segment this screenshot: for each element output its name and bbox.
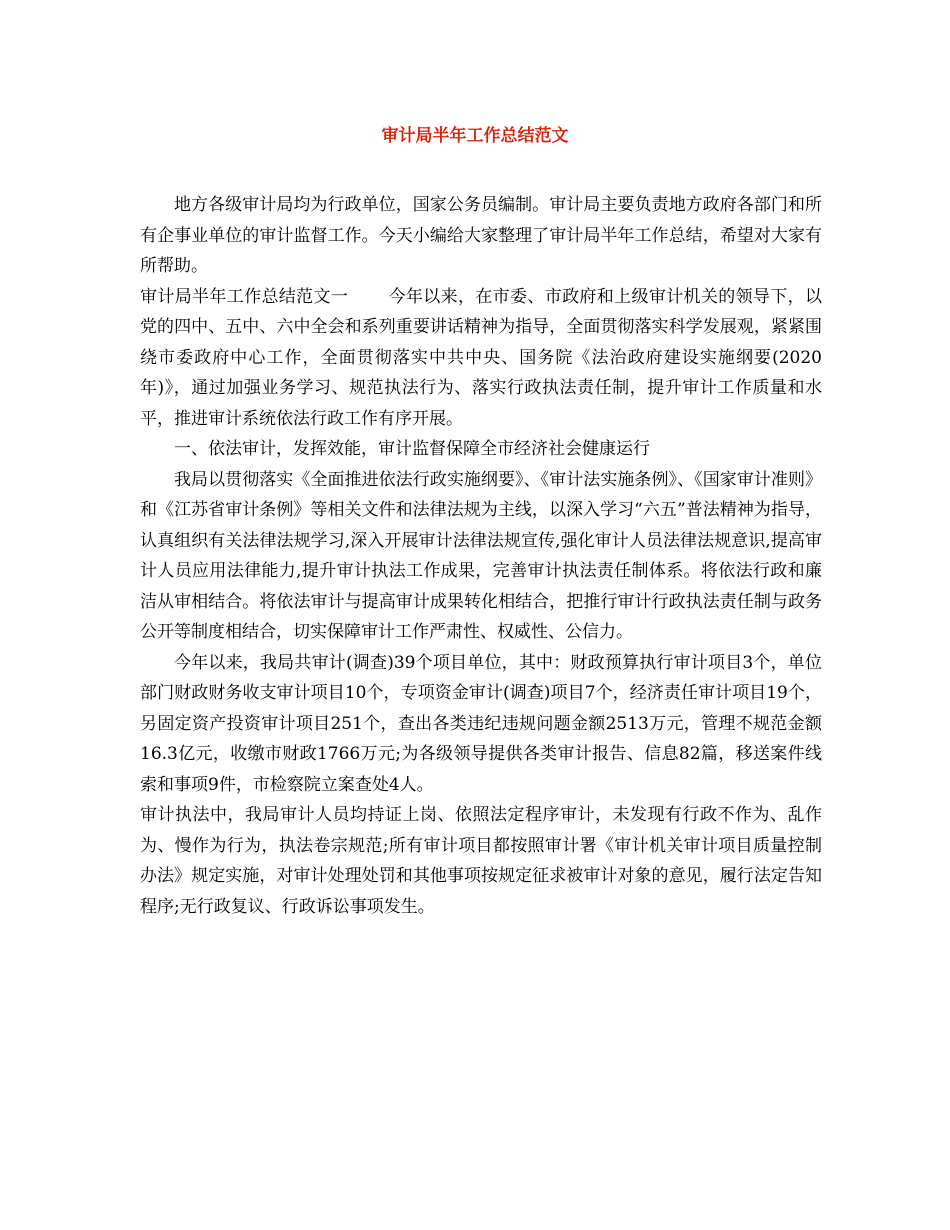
- section-heading-1: 一、依法审计，发挥效能，审计监督保障全市经济社会健康运行: [174, 439, 650, 459]
- body-paragraph-2: 今年以来，我局共审计(调查)39个项目单位，其中：财政预算执行审计项目3个，单位部门财政财务收支审计项目10个，专项资金审计(调查)项目7个，经济责任审计项目19个，另固定资产投资审计项目251个，查出各类违纪违规问题金额2513万元，管理不规范金额16.3亿元，收缴市财政1766万元;为各级领导提供各类审计报告、信息82篇，移送案件线索和事项9件，市检察院立案查处4人。: [140, 652, 822, 795]
- body-paragraph-3: 审计执法中，我局审计人员均持证上岗、依照法定程序审计，未发现有行政不作为、乱作为、慢作为行为，执法卷宗规范;所有审计项目都按照审计署《审计机关审计项目质量控制办法》规定实施，对审计处理处罚和其他事项按规定征求被审计对象的意见，履行法定告知程序;无行政复议、行政诉讼事项发生。: [140, 805, 822, 917]
- section-label: 审计局半年工作总结范文一: [140, 286, 349, 307]
- section-paragraph: [140, 282, 822, 435]
- section-body: 今年以来，在市委、市政府和上级审计机关的领导下，以党的四中、五中、六中全会和系列重要讲话精神为指导，全面贯彻落实科学发展观，紧紧围绕市委政府中心工作，全面贯彻落实中共中央、国务院《法治政府建设实施纲要(2020年)》，通过加强业务学习、规范执法行为、落实行政执法责任制，提升审计工作质量和水平，推进审计系统依法行政工作有序开展。: [140, 286, 823, 429]
- document-title: 审计局半年工作总结范文: [381, 126, 569, 146]
- document-body: [140, 190, 822, 922]
- intro-paragraph: 地方各级审计局均为行政单位，国家公务员编制。审计局主要负责地方政府各部门和所有企事业单位的审计监督工作。今天小编给大家整理了审计局半年工作总结，希望对大家有所帮助。: [140, 195, 822, 276]
- body-paragraph-1: 我局以贯彻落实《全面推进依法行政实施纲要》、《审计法实施条例》、《国家审计准则》和《江苏省审计条例》等相关文件和法律法规为主线，以深入学习“六五”普法精神为指导，认真组织有关法律法规学习,深入开展审计法律法规宣传,强化审计人员法律法规意识,提高审计人员应用法律能力,提升审计执法工作成果，完善审计执法责任制体系。将依法行政和廉洁从审相结合。将依法审计与提高审计成果转化相结合，把推行审计行政执法责任制与政务公开等制度相结合，切实保障审计工作严肃性、权威性、公信力。: [140, 469, 822, 642]
